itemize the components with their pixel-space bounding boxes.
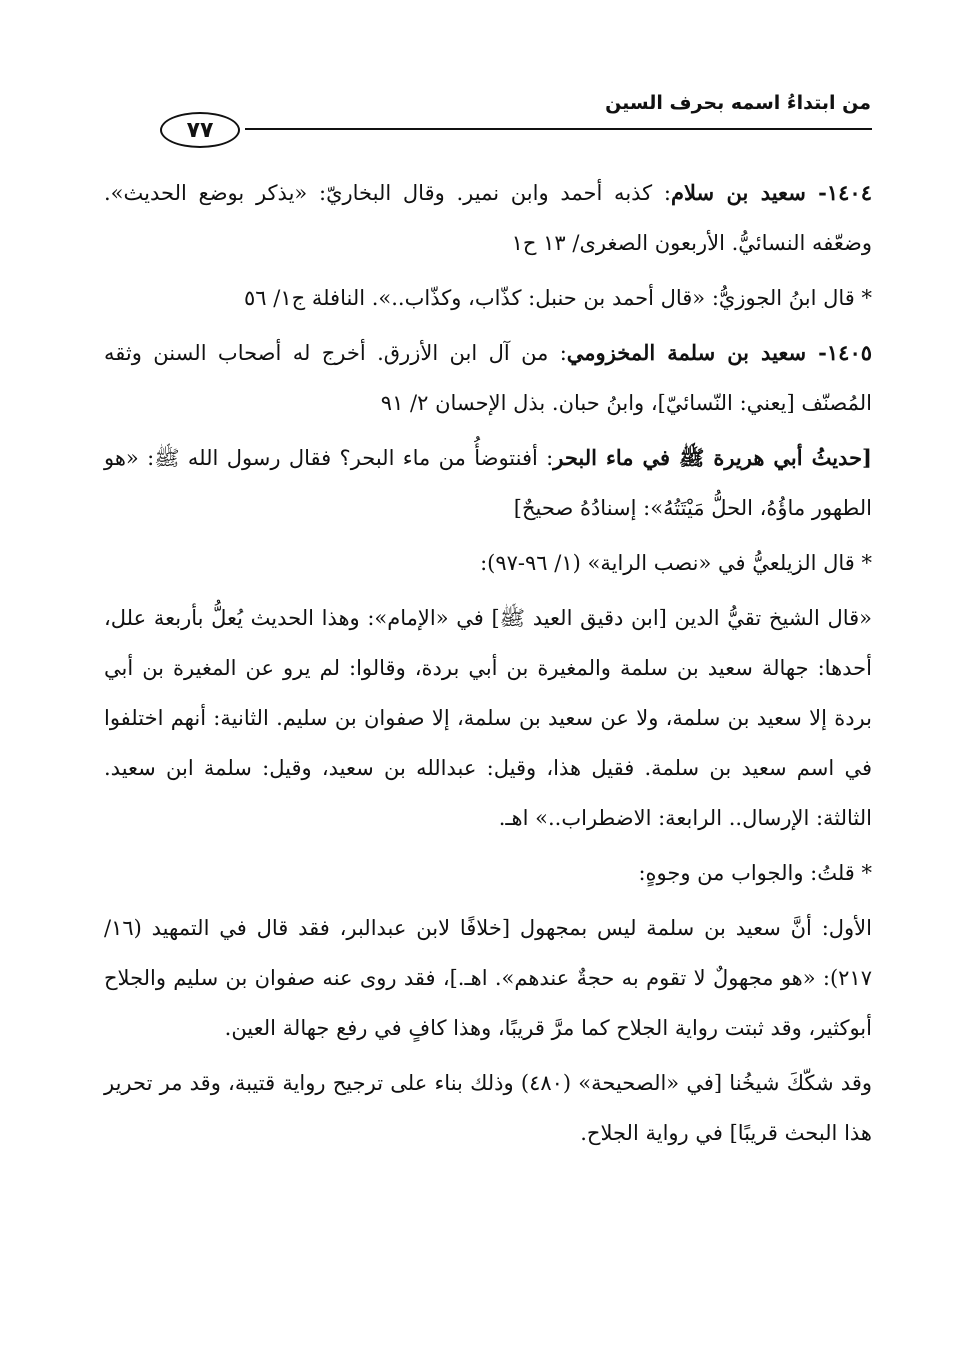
note-ibn-aljawzi xyxy=(104,273,872,323)
note-text: * قلتُ: والجواب من وجوهٍ: xyxy=(638,861,872,885)
paragraph-text: الأول: أنَّ سعيد بن سلمة ليس بمجهول [خلافًا لابن عبدالبر، فقد قال في التمهيد (١٦/ ٢١٧): «هو مجهولٌ لا تقوم به حجةٌ عندهم». اهـ.]، فقد روى عنه صفوان بن سليم والجلاح أبوكثير، وقد ثبتت رواية الجلاح كما مرَّ قريبًا، وهذا كافٍ في رفع جهالة العين. xyxy=(104,916,872,1040)
entry-heading: ١٤٠٤- سعيد بن سلام xyxy=(671,180,872,205)
note-text: * قال الزيلعيُّ في «نصب الراية» (١/ ٩٦-٩٧): xyxy=(480,551,872,575)
entry-text: : كذبه أحمد وابن نمير. وقال البخاريّ: «يذكر بوضع الحديث». وضعّفه النسائيُّ. الأربعون الصغرى/ ١٣ ح١ xyxy=(104,181,872,255)
reply-first xyxy=(104,903,872,1053)
running-header: من ابتداءُ اسمه بحرف السين xyxy=(605,92,871,114)
entry-1405 xyxy=(104,328,872,428)
note-zaylai xyxy=(104,538,872,588)
hadith-text: : أفنتوضأُ من ماء البحر؟ فقال رسول الله ﷺ: «هو الطهور ماؤُهُ، الحلُّ مَيْتَتُهُ»: إسنادُهُ صحيحٌ] xyxy=(104,446,872,520)
reply-second xyxy=(104,1058,872,1158)
paragraph-text: وقد شكّكَ شيخُنا [في «الصحيحة» (٤٨٠) وذلك بناء على ترجيح رواية قتيبة، وقد مر تحرير هذا البحث قريبًا] في رواية الجلاح. xyxy=(104,1071,873,1145)
entry-1404 xyxy=(104,168,872,268)
note-reply xyxy=(104,848,872,898)
page-number: ٧٧ xyxy=(160,112,240,148)
entry-heading: ١٤٠٥- سعيد بن سلمة المخزومي xyxy=(566,340,873,365)
quote-text: «قال الشيخ تقيُّ الدين [ابن دقيق العيد ﷺ] في «الإمام»: وهذا الحديث يُعلُّ بأربعة علل، أحدها: جهالة سعيد بن سلمة والمغيرة بن أبي بردة، وقالوا: لم يرو عن المغيرة بن أبي بردة إلا سعيد بن سلمة، ولا عن سعيد بن سلمة، إلا صفوان بن سليم. الثانية: أنهم اختلفوا في اسم سعيد بن سلمة. فقيل هذا، وقيل: عبدالله بن سعيد، وقيل: سلمة ابن سعيد. الثالثة: الإرسال.. الرابعة: الاضطراب..» اهـ. xyxy=(104,606,872,830)
body-text xyxy=(104,168,872,1163)
note-text: * قال ابنُ الجوزيُّ: «قال أحمد بن حنبل: كذّاب، وكذّاب..». النافلة ج١/ ٥٦ xyxy=(244,286,872,310)
hadith-heading: [حديثُ أبي هريرة ﷺ في ماء البحر xyxy=(553,445,872,470)
hadith-paragraph xyxy=(104,433,872,533)
quote-paragraph xyxy=(104,593,872,843)
entry-text: : من آل ابن الأزرق. أخرج له أصحاب السنن وثقه المُصنّف [يعني: النّسائيّ]، وابنُ حبان. بذل الإحسان ٢/ ٩١ xyxy=(104,341,872,415)
header-rule xyxy=(245,128,872,130)
